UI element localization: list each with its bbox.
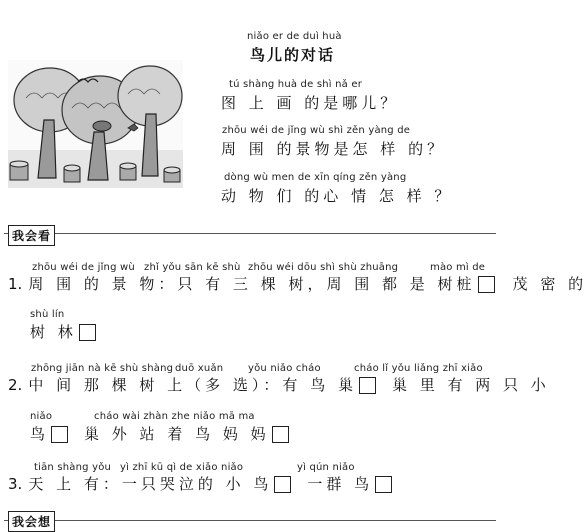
q2-text-c: 鸟 <box>30 425 50 443</box>
trees-illustration <box>8 60 183 188</box>
q2-checkbox-mother[interactable] <box>272 426 289 443</box>
q1-pinyin-d: mào mì de <box>430 262 486 273</box>
question-1-pinyin: tú shàng huà de shì nǎ er <box>229 79 363 90</box>
q2-text-a: 中 间 那 棵 树 上（多 选）：有 鸟 巢 <box>28 376 357 394</box>
q3-pinyin-c: yì qún niǎo <box>297 462 355 473</box>
q1-number: 1. <box>8 275 23 293</box>
question-3-pinyin: dòng wù men de xīn qíng zěn yàng <box>224 172 407 183</box>
q1-checkbox-forest[interactable] <box>79 324 96 341</box>
q3-pinyin-b: yì zhī kū qì de xiǎo niǎo <box>120 462 244 473</box>
q2-line-2 <box>30 423 295 444</box>
title-pinyin: niǎo er de duì huà <box>247 31 342 42</box>
q1-text-d: 树 林 <box>30 323 77 341</box>
section-label-look: 我会看 <box>8 225 55 246</box>
q1-text-b: 桩 <box>456 275 476 293</box>
question-2-text: 周 围 的景物是怎 样 的？ <box>221 140 447 158</box>
q2-number: 2. <box>8 376 23 394</box>
q2-line <box>8 374 550 395</box>
question-1-text: 图 上 画 的是哪儿？ <box>221 94 400 112</box>
q1-pinyin-c: zhōu wéi dōu shì shù zhuāng <box>248 262 399 273</box>
section-divider <box>4 233 496 234</box>
trees-birds-illustration-icon <box>8 60 183 188</box>
section-label-think: 我会想 <box>8 511 55 532</box>
q1-pinyin-b: zhǐ yǒu sān kē shù <box>144 262 241 273</box>
q1-text-c: 茂 密 的 <box>512 275 587 293</box>
q2-pinyin-f: cháo wài zhàn zhe niǎo mā ma <box>94 411 255 422</box>
q2-pinyin-e: niǎo <box>30 411 53 422</box>
q2-pinyin-d: cháo lǐ yǒu liǎng zhī xiǎo <box>354 363 483 374</box>
q2-text-d: 巢 外 站 着 鸟 妈 妈 <box>84 425 270 443</box>
q3-checkbox-crying-bird[interactable] <box>274 476 291 493</box>
q1-pinyin-e: shù lín <box>30 309 65 320</box>
q2-text-b: 巢 里 有 两 只 小 <box>391 376 550 394</box>
question-2-pinyin: zhōu wéi de jǐng wù shì zěn yàng de <box>222 125 411 136</box>
q3-number: 3. <box>8 475 23 493</box>
q1-line-2 <box>30 321 102 342</box>
q2-pinyin-c: yǒu niǎo cháo <box>248 363 321 374</box>
q3-text-b: 一群 鸟 <box>307 475 374 493</box>
page-title: 鸟儿的对话 <box>250 46 336 64</box>
section-divider-2 <box>4 520 496 521</box>
q2-pinyin-a: zhōng jiān nà kē shù shàng <box>31 363 174 374</box>
q3-checkbox-flock[interactable] <box>375 476 392 493</box>
q3-text-a: 天 上 有：一只哭泣的 小 鸟 <box>28 475 273 493</box>
q1-line <box>8 273 587 294</box>
q1-text-a: 周 围 的 景 物：只 有 三 棵 树，周 围 都 是 树 <box>28 275 457 293</box>
q3-pinyin-a: tiān shàng yǒu <box>34 462 112 473</box>
q1-checkbox-stumps[interactable] <box>478 276 495 293</box>
question-3-text: 动 物 们 的心 情 怎 样 ？ <box>221 187 454 205</box>
q2-checkbox-chicks[interactable] <box>51 426 68 443</box>
q3-line <box>8 473 398 494</box>
q1-pinyin-a: zhōu wéi de jǐng wù <box>32 262 135 273</box>
q2-checkbox-nest[interactable] <box>359 377 376 394</box>
q2-pinyin-b: duō xuǎn <box>175 363 224 374</box>
